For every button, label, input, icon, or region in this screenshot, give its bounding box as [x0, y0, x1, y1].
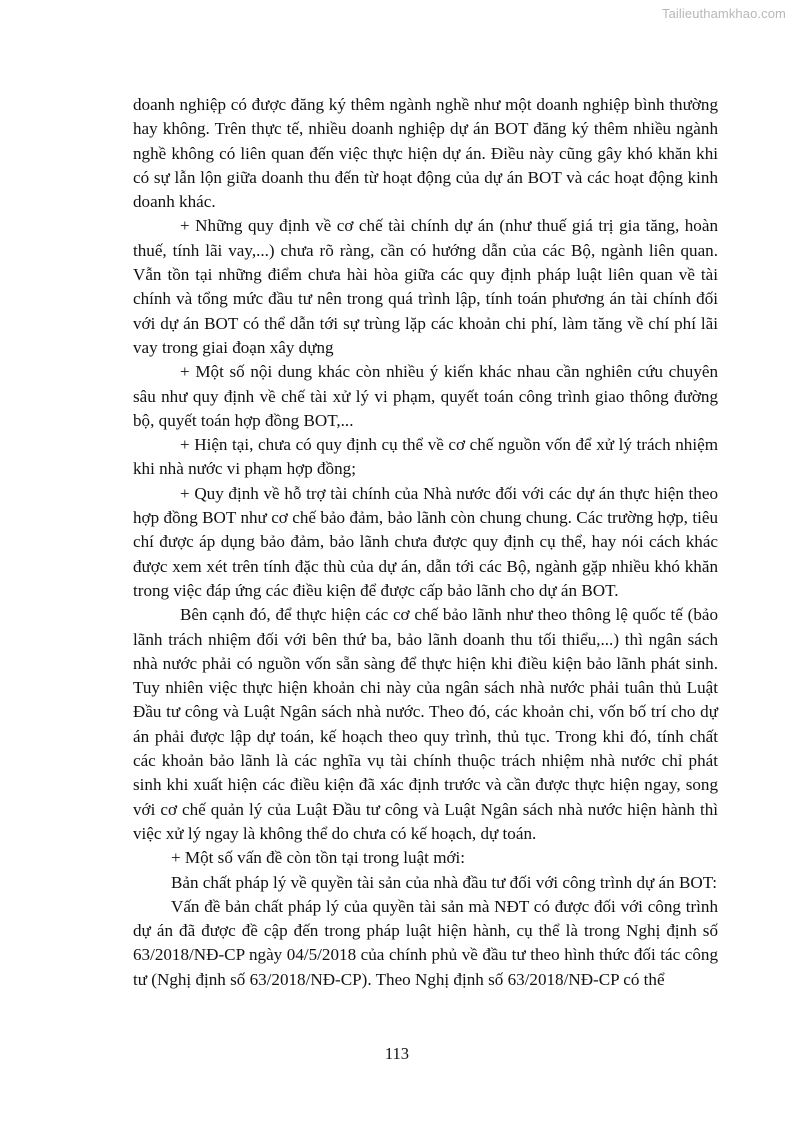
paragraph-capital-source: + Hiện tại, chưa có quy định cụ thể về cơ chế nguồn vốn để xử lý trách nhiệm khi nhà nước vi phạm hợp đồng;	[133, 435, 718, 479]
watermark-text: Tailieuthamkhao.com	[661, 6, 786, 21]
paragraph-other-contents: + Một số nội dung khác còn nhiều ý kiến khác nhau cần nghiên cứu chuyên sâu như quy định về chế tài xử lý vi phạm, quyết toán công trình giao thông đường bộ, quyết toán hợp đồng BOT,...	[133, 362, 718, 430]
page-number: 113	[384, 1044, 410, 1063]
paragraph-state-support: + Quy định về hỗ trợ tài chính của Nhà nước đối với các dự án thực hiện theo hợp đồng BOT như cơ chế bảo đảm, bảo lãnh còn chung chung. Các trường hợp, tiêu chí được áp dụng bảo đảm, bảo lãnh chưa được quy định cụ thể, hay nói cách khác được xem xét trên tính đặc thù của dự án, dẫn tới các Bộ, ngành gặp nhiều khó khăn trong việc đáp ứng các điều kiện để được cấp bảo lãnh cho dự án BOT.	[133, 483, 718, 600]
paragraph-legal-nature-body: Vấn đề bản chất pháp lý của quyền tài sản mà NĐT có được đối với công trình dự án đã được đề cập đến trong pháp luật hiện hành, cụ thể là trong Nghị định số 63/2018/NĐ-CP ngày 04/5/2018 của chính phủ về đầu tư theo hình thức đối tác công tư (Nghị định số 63/2018/NĐ-CP). Theo Nghị định số 63/2018/NĐ-CP có thể	[133, 896, 718, 989]
document-body	[133, 93, 718, 992]
paragraph-continuation: doanh nghiệp có được đăng ký thêm ngành nghề như một doanh nghiệp bình thường hay không. Trên thực tế, nhiều doanh nghiệp dự án BOT đăng ký thêm nhiều ngành nghề không có liên quan đến việc thực hiện dự án. Điều này cũng gây khó khăn khi có sự lẫn lộn giữa doanh thu đến từ hoạt động của dự án BOT và các hoạt động kinh doanh khác.	[133, 95, 718, 212]
paragraph-guarantee-mechanism: Bên cạnh đó, để thực hiện các cơ chế bảo lãnh như theo thông lệ quốc tế (bảo lãnh trách nhiệm đối với bên thứ ba, bảo lãnh doanh thu tối thiểu,...) thì ngân sách nhà nước phải có nguồn vốn sẵn sàng để thực hiện khi điều kiện bảo lãnh phát sinh. Tuy nhiên việc thực hiện khoản chi này của ngân sách nhà nước phải tuân thủ Luật Đầu tư công và Luật Ngân sách nhà nước. Theo đó, các khoản chi, vốn bố trí cho dự án phải được lập dự toán, kế hoạch theo quy trình, thủ tục. Trong khi đó, tính chất các khoản bảo lãnh là các nghĩa vụ tài chính thuộc trách nhiệm nhà nước chỉ phát sinh khi xuất hiện các điều kiện đã xác định trước và cần được thực hiện ngay, song với cơ chế quản lý của Luật Đầu tư công và Luật Ngân sách nhà nước hiện hành thì việc xử lý ngay là không thể do chưa có kế hoạch, dự toán.	[133, 605, 718, 843]
paragraph-legal-nature-heading: Bản chất pháp lý về quyền tài sản của nhà đầu tư đối với công trình dự án BOT:	[171, 872, 718, 892]
paragraph-financial-mechanism: + Những quy định về cơ chế tài chính dự án (như thuế giá trị gia tăng, hoàn thuế, tính lãi vay,...) chưa rõ ràng, cần có hướng dẫn của các Bộ, ngành liên quan. Vẫn tồn tại những điểm chưa hài hòa giữa các quy định pháp luật liên quan về tài chính và tổng mức đầu tư nên trong quá trình lập, tính toán phương án tài chính đối với dự án BOT có thể dẫn tới sự trùng lặp các khoản chi phí, làm tăng về chí phí lãi vay trong giai đoạn xây dựng	[133, 216, 718, 357]
paragraph-new-law-issues: + Một số vấn đề còn tồn tại trong luật mới:	[171, 848, 466, 868]
